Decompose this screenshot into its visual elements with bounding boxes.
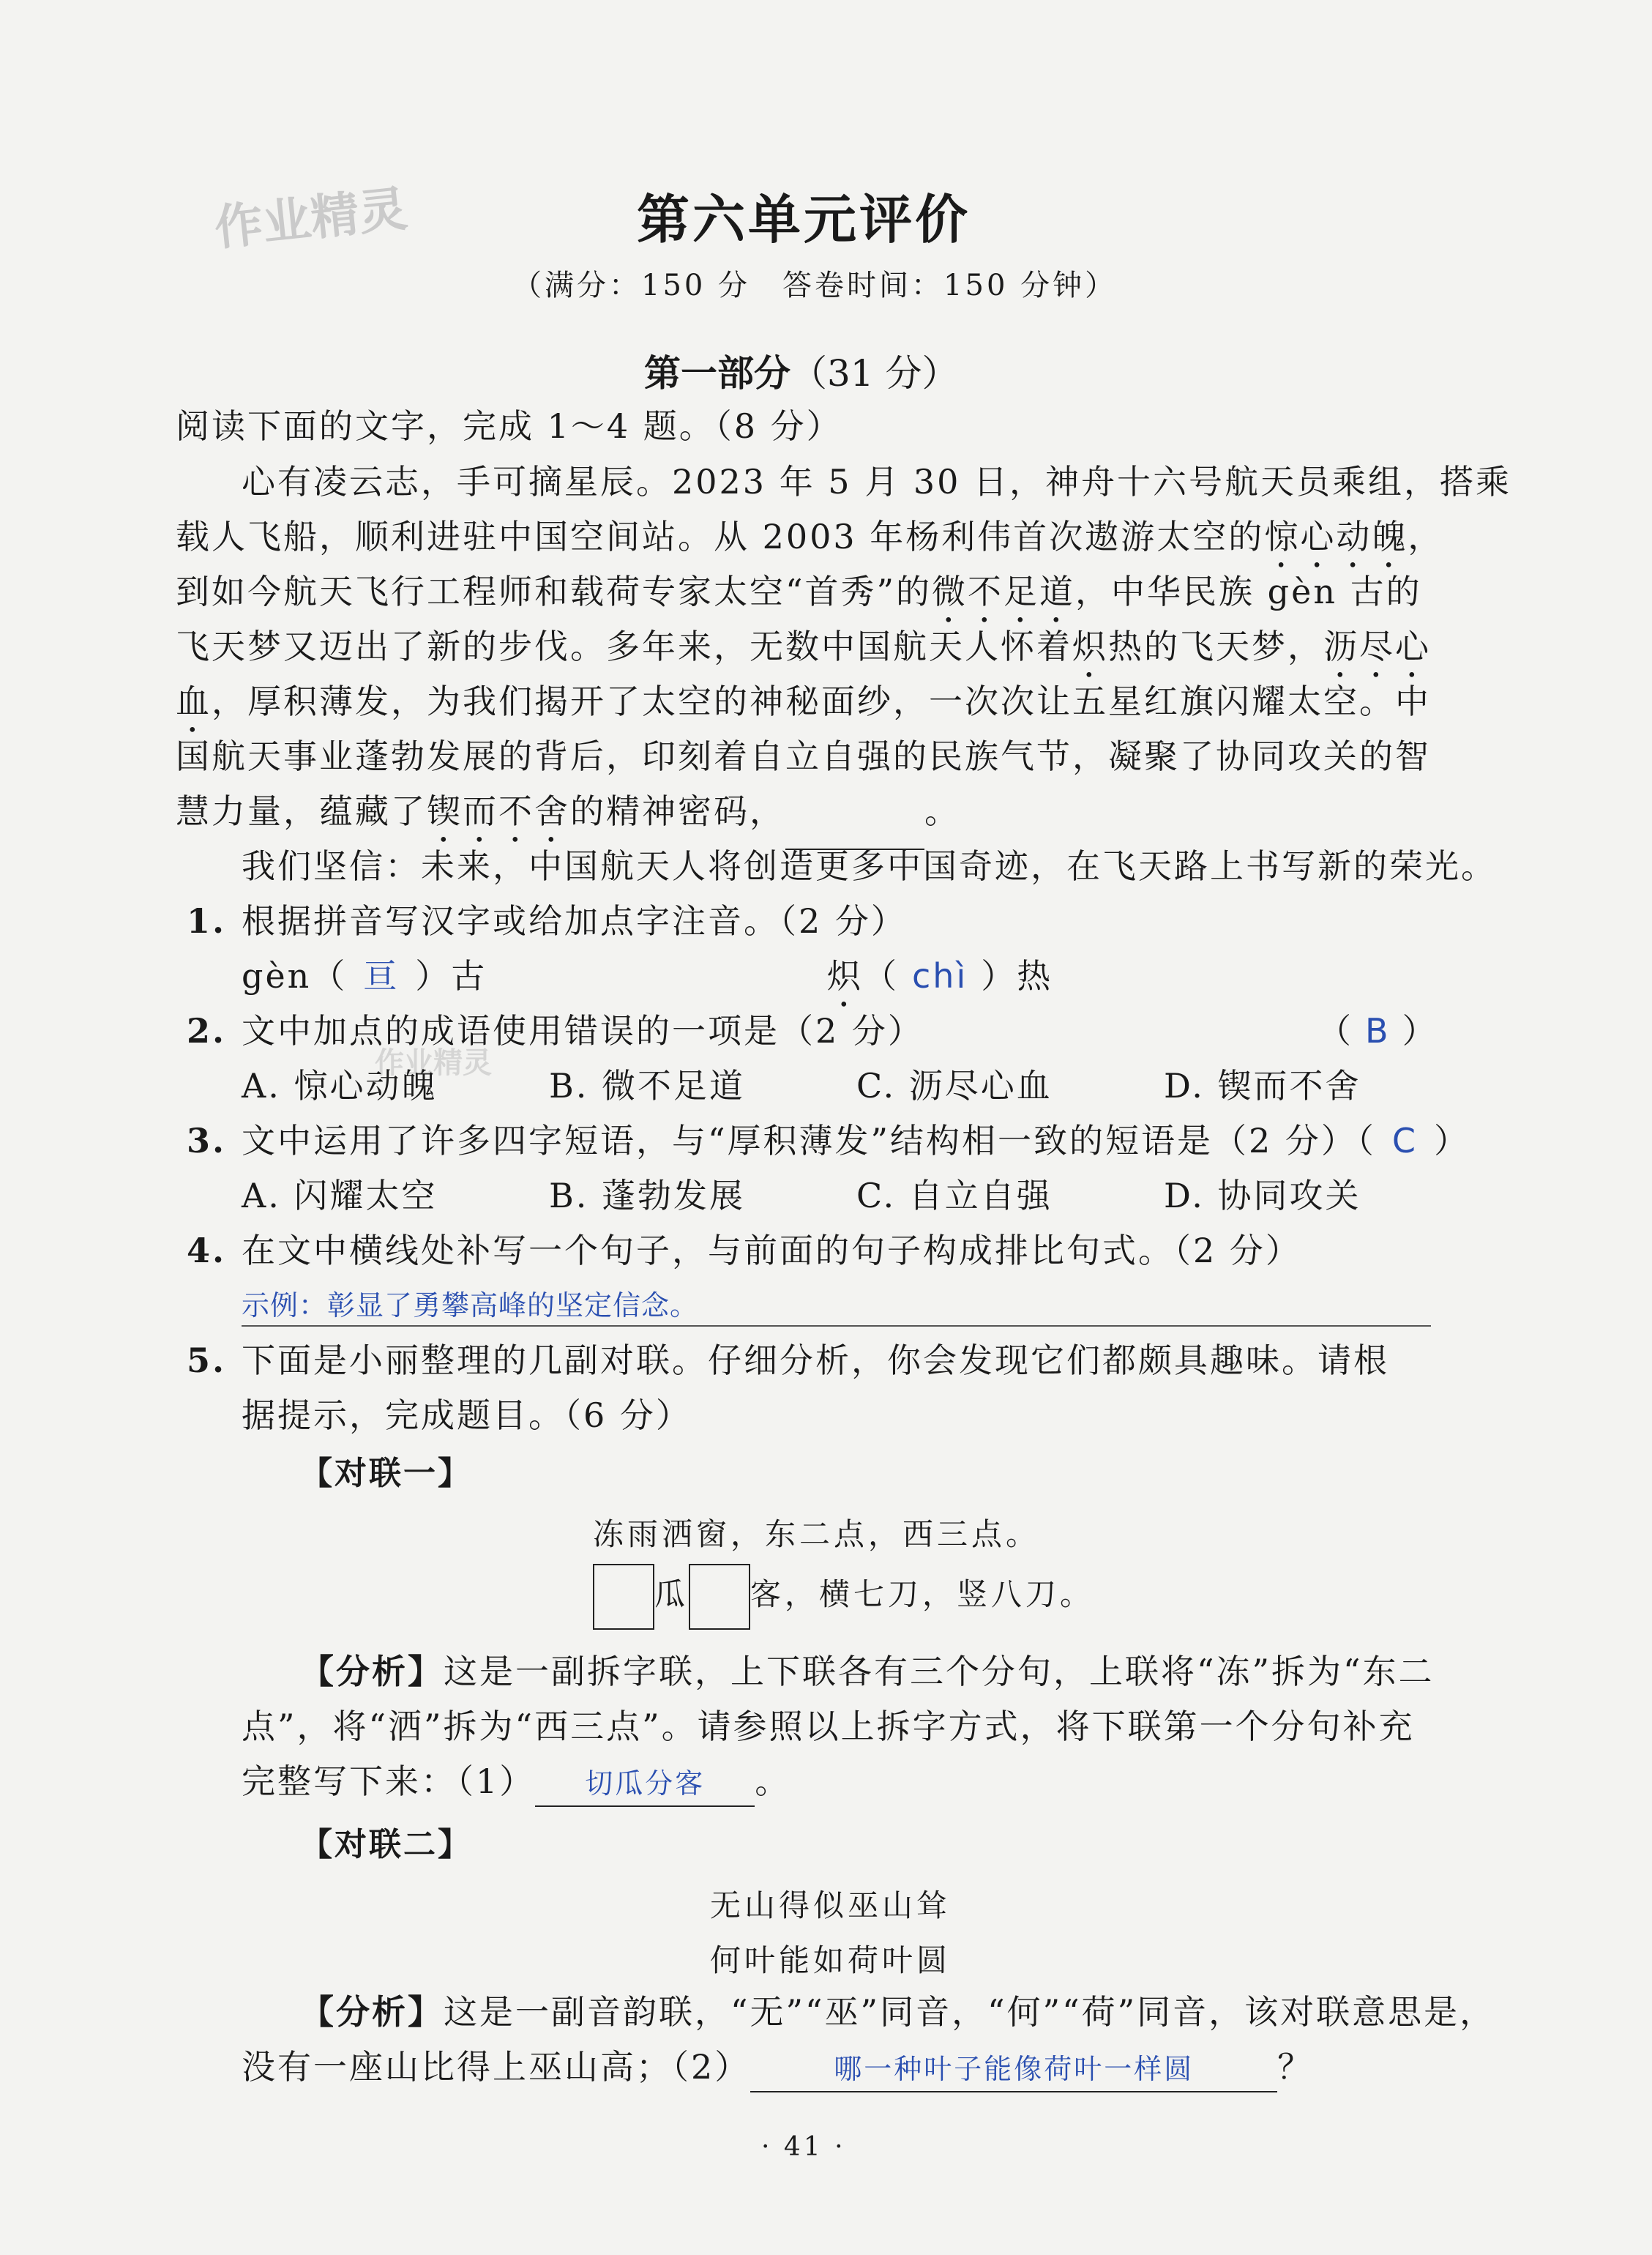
question-number: 4. xyxy=(187,1231,227,1270)
couplet-label: 【对联一】 xyxy=(300,1455,472,1492)
dotted-idiom: 沥尽心 xyxy=(1323,627,1431,666)
couplet-upper: 无山得似巫山耸 xyxy=(710,1887,952,1923)
dotted-char: 炽 xyxy=(1072,627,1108,666)
dotted-idiom: 血 xyxy=(176,682,212,721)
analysis-line xyxy=(242,1759,791,1807)
option: B. 蓬勃发展 xyxy=(549,1176,746,1215)
q1-answer-a xyxy=(242,954,487,998)
passage-line xyxy=(176,570,1422,630)
answer-pinyin: chì xyxy=(912,956,968,996)
passage-text: 载人飞船，顺利进驻中国空间站。从 2003 年杨利伟首次遨游太空的 xyxy=(176,517,1265,556)
passage-text: 热的飞天梦， xyxy=(1108,627,1323,666)
choice-answer: C xyxy=(1391,1121,1419,1160)
passage-line xyxy=(176,515,1443,575)
question-text: 据提示，完成题目。（6 分） xyxy=(242,1395,692,1435)
page-subtitle: （满分：150 分 答卷时间：150 分钟） xyxy=(512,269,1118,302)
option: A. 惊心动魄 xyxy=(242,1066,438,1106)
passage-text: ， xyxy=(1408,517,1444,556)
part-heading-title: 第一部分 xyxy=(644,352,791,395)
paren-close: ） xyxy=(1434,1121,1470,1160)
couplet-lower: 何叶能如荷叶圆 xyxy=(710,1942,952,1978)
analysis-label: 【分析】 xyxy=(300,1652,444,1691)
blank-box[interactable] xyxy=(593,1564,654,1630)
passage-line xyxy=(176,679,1431,740)
pinyin-suffix: ）古 xyxy=(415,956,487,996)
pinyin-prompt: gèn（ xyxy=(242,956,348,996)
analysis-end: 。 xyxy=(755,1762,791,1801)
analysis-line: 点”，将“洒”拆为“西三点”。请参照以上拆字方式，将下联第一个分句补充 xyxy=(242,1707,1415,1746)
question-text xyxy=(242,1119,1470,1163)
passage-text: 飞天梦又迈出了新的步伐。多年来，无数中国航天人怀着 xyxy=(176,627,1072,666)
passage-line: 心有凌云志，手可摘星辰。2023 年 5 月 30 日，神舟十六号航天员乘组，搭乘 xyxy=(242,462,1511,502)
passage-text: 。 xyxy=(924,791,960,831)
answer-text: 哪一种叶子能像荷叶一样圆 xyxy=(834,2053,1195,2085)
question-text: 根据拼音写汉字或给加点字注音。（2 分） xyxy=(242,901,907,941)
option: C. 自立自强 xyxy=(856,1176,1053,1215)
fill-blank-answer[interactable] xyxy=(535,1759,755,1807)
watermark-logo-inline: 作业精灵 xyxy=(375,1046,492,1080)
couplet-lower-text: 客，横七刀，竖八刀。 xyxy=(750,1576,1095,1612)
dotted-char: 炽 xyxy=(827,956,863,996)
answer-line xyxy=(242,1325,1431,1327)
analysis-text: 这是一副音韵联，“无”“巫”同音，“何”“荷”同音，该对联意思是， xyxy=(444,1992,1496,2032)
analysis-label: 【分析】 xyxy=(300,1992,444,2032)
dotted-idiom: 锲而不舍 xyxy=(427,791,570,831)
part-heading xyxy=(644,344,959,397)
passage-text: 到如今航天飞行工程师和载荷专家太空“首秀”的 xyxy=(176,572,932,611)
paren-close: ） xyxy=(1402,1011,1438,1051)
option: D. 协同攻关 xyxy=(1164,1176,1361,1215)
question-number: 5. xyxy=(187,1341,227,1380)
analysis-line xyxy=(300,1990,1495,2034)
couplet-label: 【对联二】 xyxy=(300,1826,472,1863)
question-number: 1. xyxy=(187,901,227,941)
question-number: 3. xyxy=(187,1121,227,1160)
answer-text: 切瓜分客 xyxy=(585,1767,706,1800)
passage-text: ，厚积薄发，为我们揭开了太空的神秘面纱，一次次让五星红旗闪耀太空。中 xyxy=(212,682,1431,721)
option: A. 闪耀太空 xyxy=(242,1176,438,1215)
passage-text: 慧力量，蕴藏了 xyxy=(176,791,427,831)
passage-line xyxy=(176,789,960,850)
analysis-text: 这是一副拆字联，上下联各有三个分句，上联将“冻”拆为“东二 xyxy=(444,1652,1435,1691)
q4-answer: 示例：彰显了勇攀高峰的坚定信念。 xyxy=(242,1289,699,1322)
question-body: 文中运用了许多四字短语，与“厚积薄发”结构相一致的短语是（2 分）（ xyxy=(242,1121,1376,1160)
passage-line: 国航天事业蓬勃发展的背后，印刻着自立自强的民族气节，凝聚了协同攻关的智 xyxy=(176,737,1431,776)
paren-open: （ xyxy=(863,956,899,996)
couplet-char: 瓜 xyxy=(654,1576,689,1612)
passage-text: 的精神密码， xyxy=(570,791,785,831)
analysis-text: 完整写下来：（1） xyxy=(242,1762,536,1801)
answer-paren xyxy=(1318,1009,1438,1053)
reading-instruction: 阅读下面的文字，完成 1～4 题。（8 分） xyxy=(176,406,842,446)
paren-open: （ xyxy=(1318,1011,1353,1051)
watermark-logo: 作业精灵 xyxy=(212,180,410,257)
dotted-idiom: 惊心动魄 xyxy=(1264,517,1408,556)
choice-answer: B xyxy=(1365,1011,1391,1051)
q1-answer-b xyxy=(827,954,1053,1015)
passage-text: ，中华民族 gèn 古的 xyxy=(1075,572,1422,611)
couplet-lower xyxy=(593,1562,1094,1630)
option: B. 微不足道 xyxy=(549,1066,746,1106)
page-title: 第六单元评价 xyxy=(637,189,971,250)
part-heading-score: （31 分） xyxy=(791,352,959,395)
blank-box[interactable] xyxy=(689,1564,750,1630)
analysis-end: ？ xyxy=(1277,2047,1314,2087)
paren-suffix: ）热 xyxy=(981,956,1053,996)
page-number: · 41 · xyxy=(761,2132,846,2162)
fill-blank-answer[interactable] xyxy=(750,2045,1277,2092)
question-number: 2. xyxy=(187,1011,227,1051)
couplet-upper: 冻雨洒窗，东二点，西三点。 xyxy=(593,1516,1041,1552)
analysis-line xyxy=(300,1650,1435,1693)
question-text: 下面是小丽整理的几副对联。仔细分析，你会发现它们都颇具趣味。请根 xyxy=(242,1341,1389,1380)
option: D. 锲而不舍 xyxy=(1164,1066,1361,1106)
question-text: 在文中横线处补写一个句子，与前面的句子构成排比句式。（2 分） xyxy=(242,1231,1301,1270)
analysis-line xyxy=(242,2045,1313,2092)
option: C. 沥尽心血 xyxy=(856,1066,1053,1106)
passage-line: 我们坚信：未来，中国航天人将创造更多中国奇迹，在飞天路上书写新的荣光。 xyxy=(242,846,1497,886)
answer-hanzi: 亘 xyxy=(363,956,400,996)
analysis-text: 没有一座山比得上巫山高；（2） xyxy=(242,2047,751,2087)
dotted-idiom: 微不足道 xyxy=(932,572,1076,611)
question-text: 文中加点的成语使用错误的一项是（2 分） xyxy=(242,1011,924,1051)
passage-line xyxy=(176,625,1431,685)
